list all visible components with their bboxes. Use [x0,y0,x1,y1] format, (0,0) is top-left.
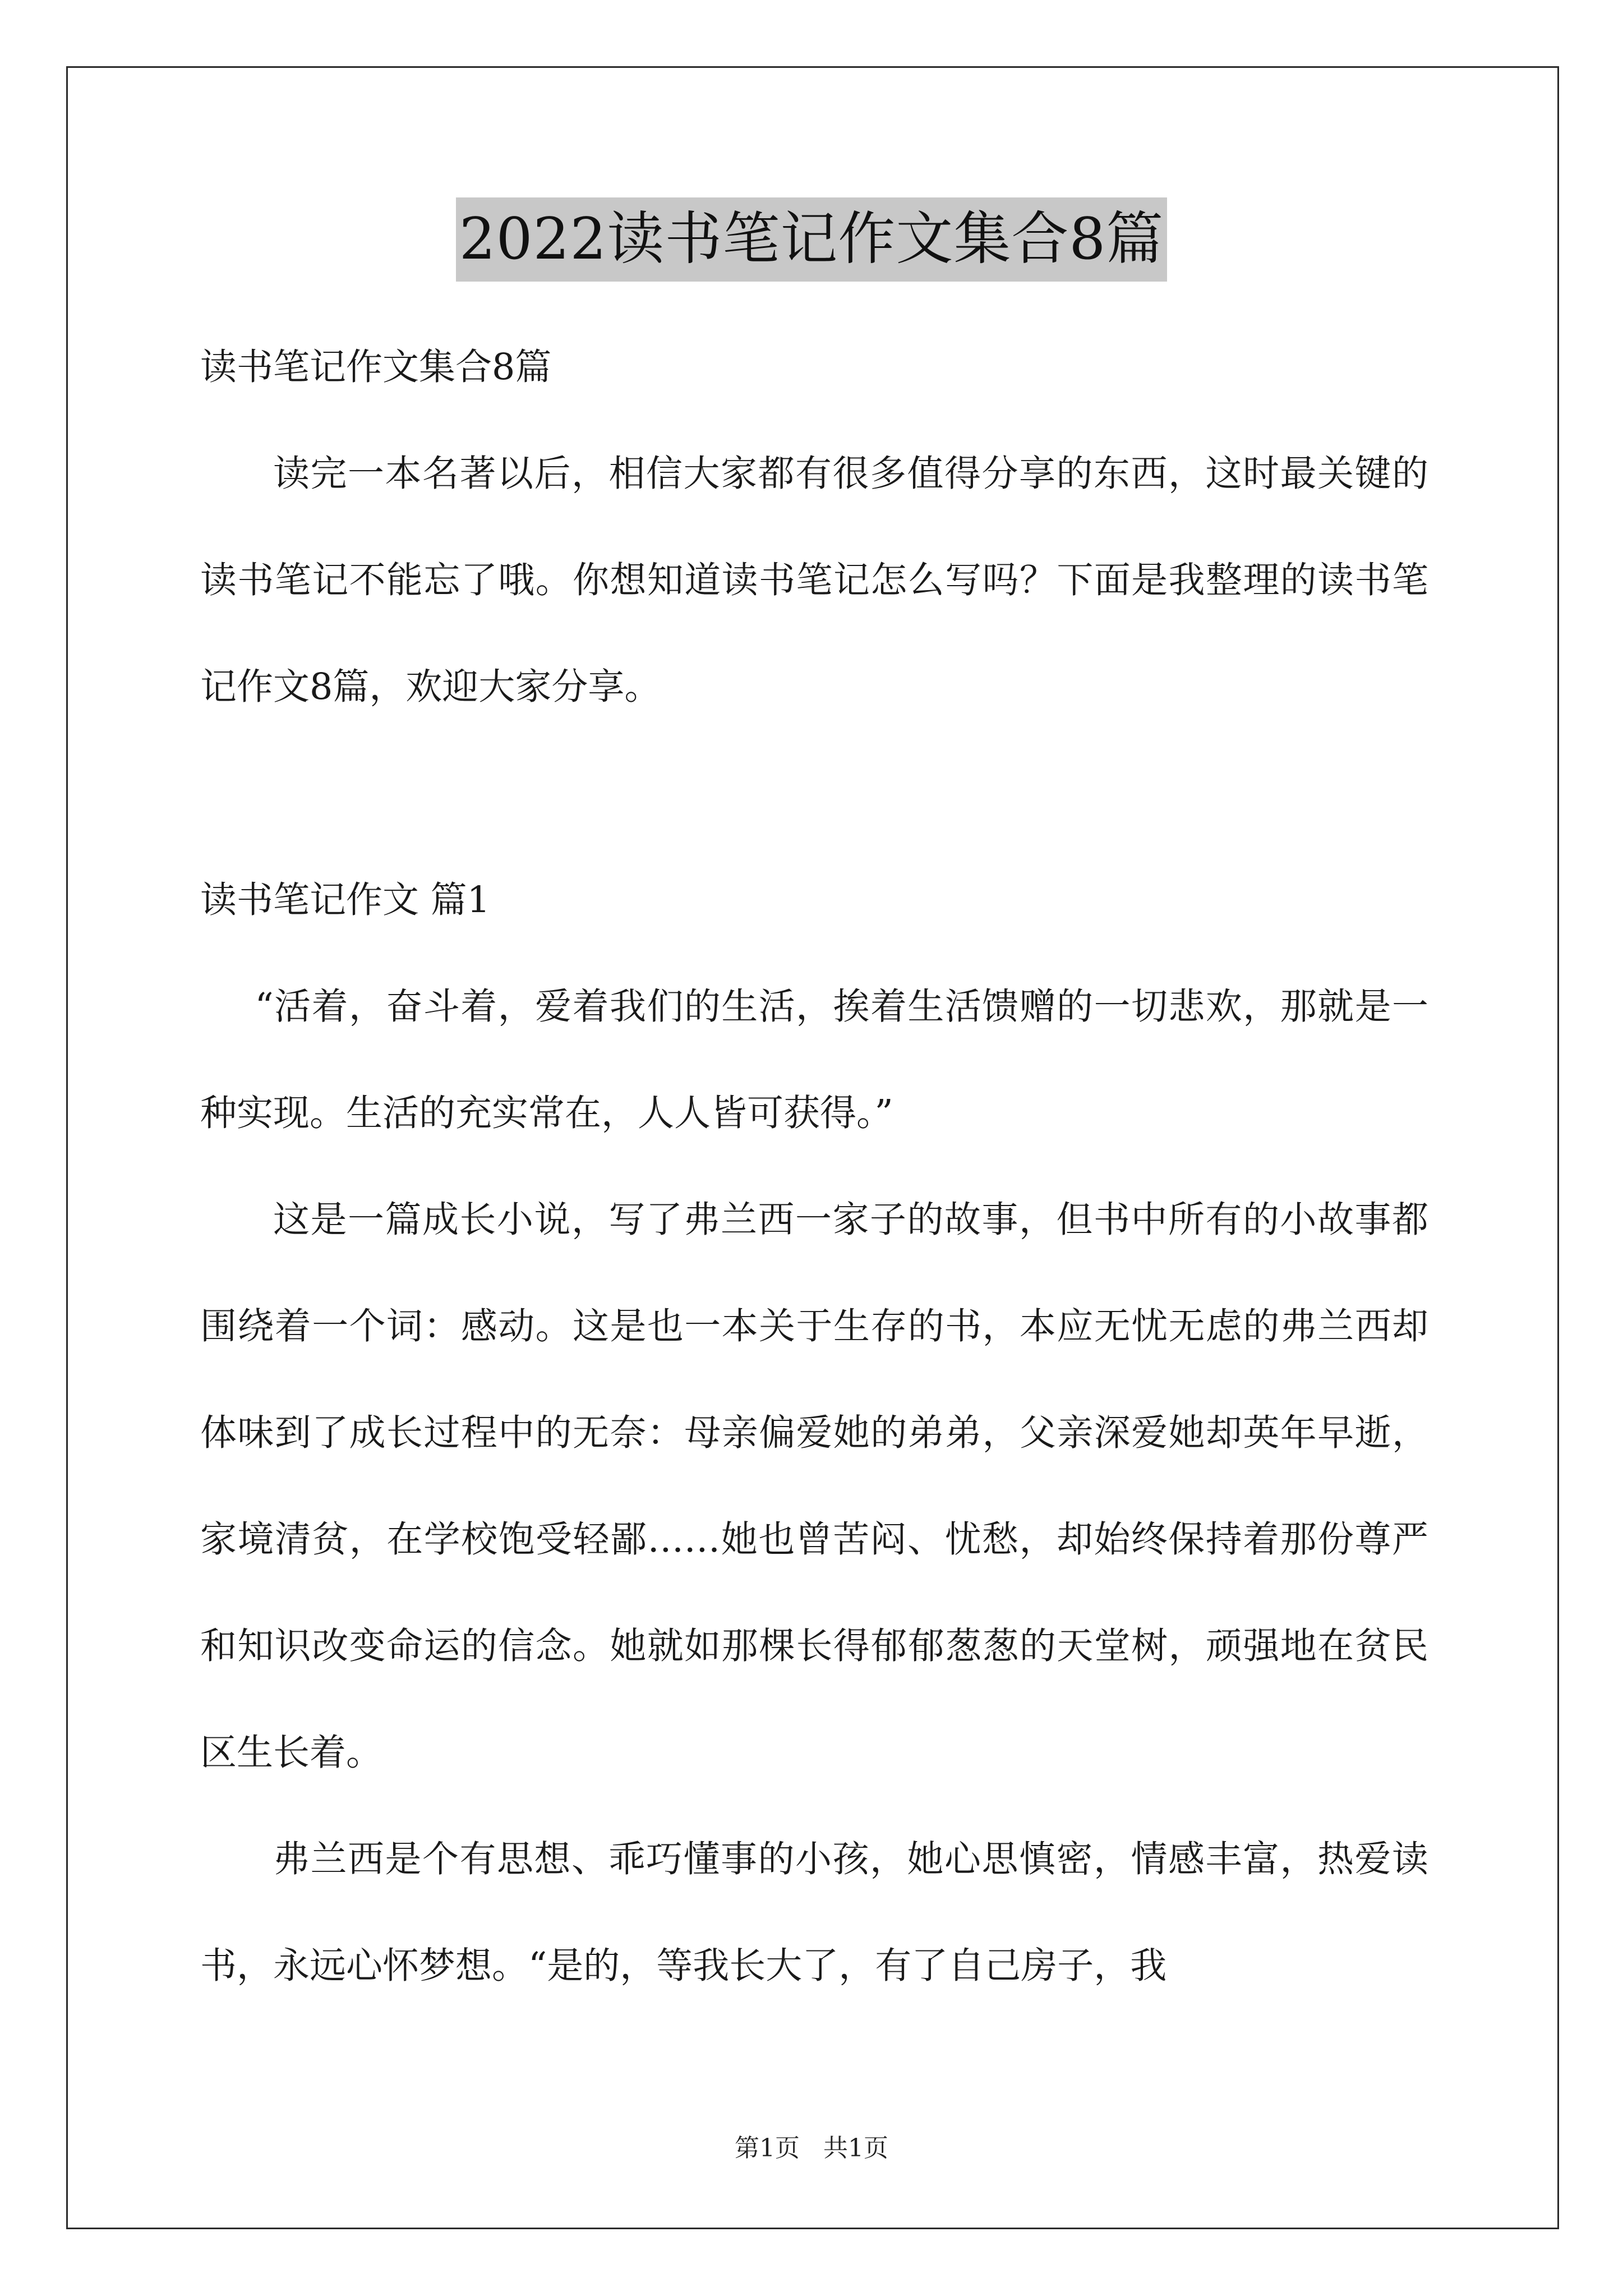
quote-paragraph: “活着，奋斗着，爱着我们的生活，挨着生活馈赠的一切悲欢，那就是一种实现。生活的充实常在，人人皆可获得。” [200,986,1428,1134]
title-container [0,197,1623,282]
body-paragraph: 弗兰西是个有思想、乖巧懂事的小孩，她心思慎密，情感丰富，热爱读书，永远心怀梦想。“是的，等我长大了，有了自己房子，我 [200,1838,1428,1987]
document-body [200,314,1428,2019]
document-title: 2022读书笔记作文集合8篇 [456,197,1167,282]
page-total: 共1页 [823,2134,888,2162]
section-heading: 读书笔记作文 篇1 [200,879,491,921]
body-paragraph: 这是一篇成长小说，写了弗兰西一家子的故事，但书中所有的小故事都围绕着一个词：感动。这是也一本关于生存的书，本应无忧无虑的弗兰西却体味到了成长过程中的无奈：母亲偏爱她的弟弟，父亲深爱她却英年早逝，家境清贫，在学校饱受轻鄙……她也曾苦闷、忧愁，却始终保持着那份尊严和知识改变命运的信念。她就如那棵长得郁郁葱葱的天堂树，顽强地在贫民区生长着。 [200,1199,1428,1774]
page-number: 第1页 [735,2134,800,2162]
page-footer [0,2132,1623,2165]
section-spacer [200,740,1428,847]
subtitle: 读书笔记作文集合8篇 [200,346,552,388]
intro-paragraph: 读完一本名著以后，相信大家都有很多值得分享的东西，这时最关键的读书笔记不能忘了哦。你想知道读书笔记怎么写吗？下面是我整理的读书笔记作文8篇，欢迎大家分享。 [200,453,1428,708]
